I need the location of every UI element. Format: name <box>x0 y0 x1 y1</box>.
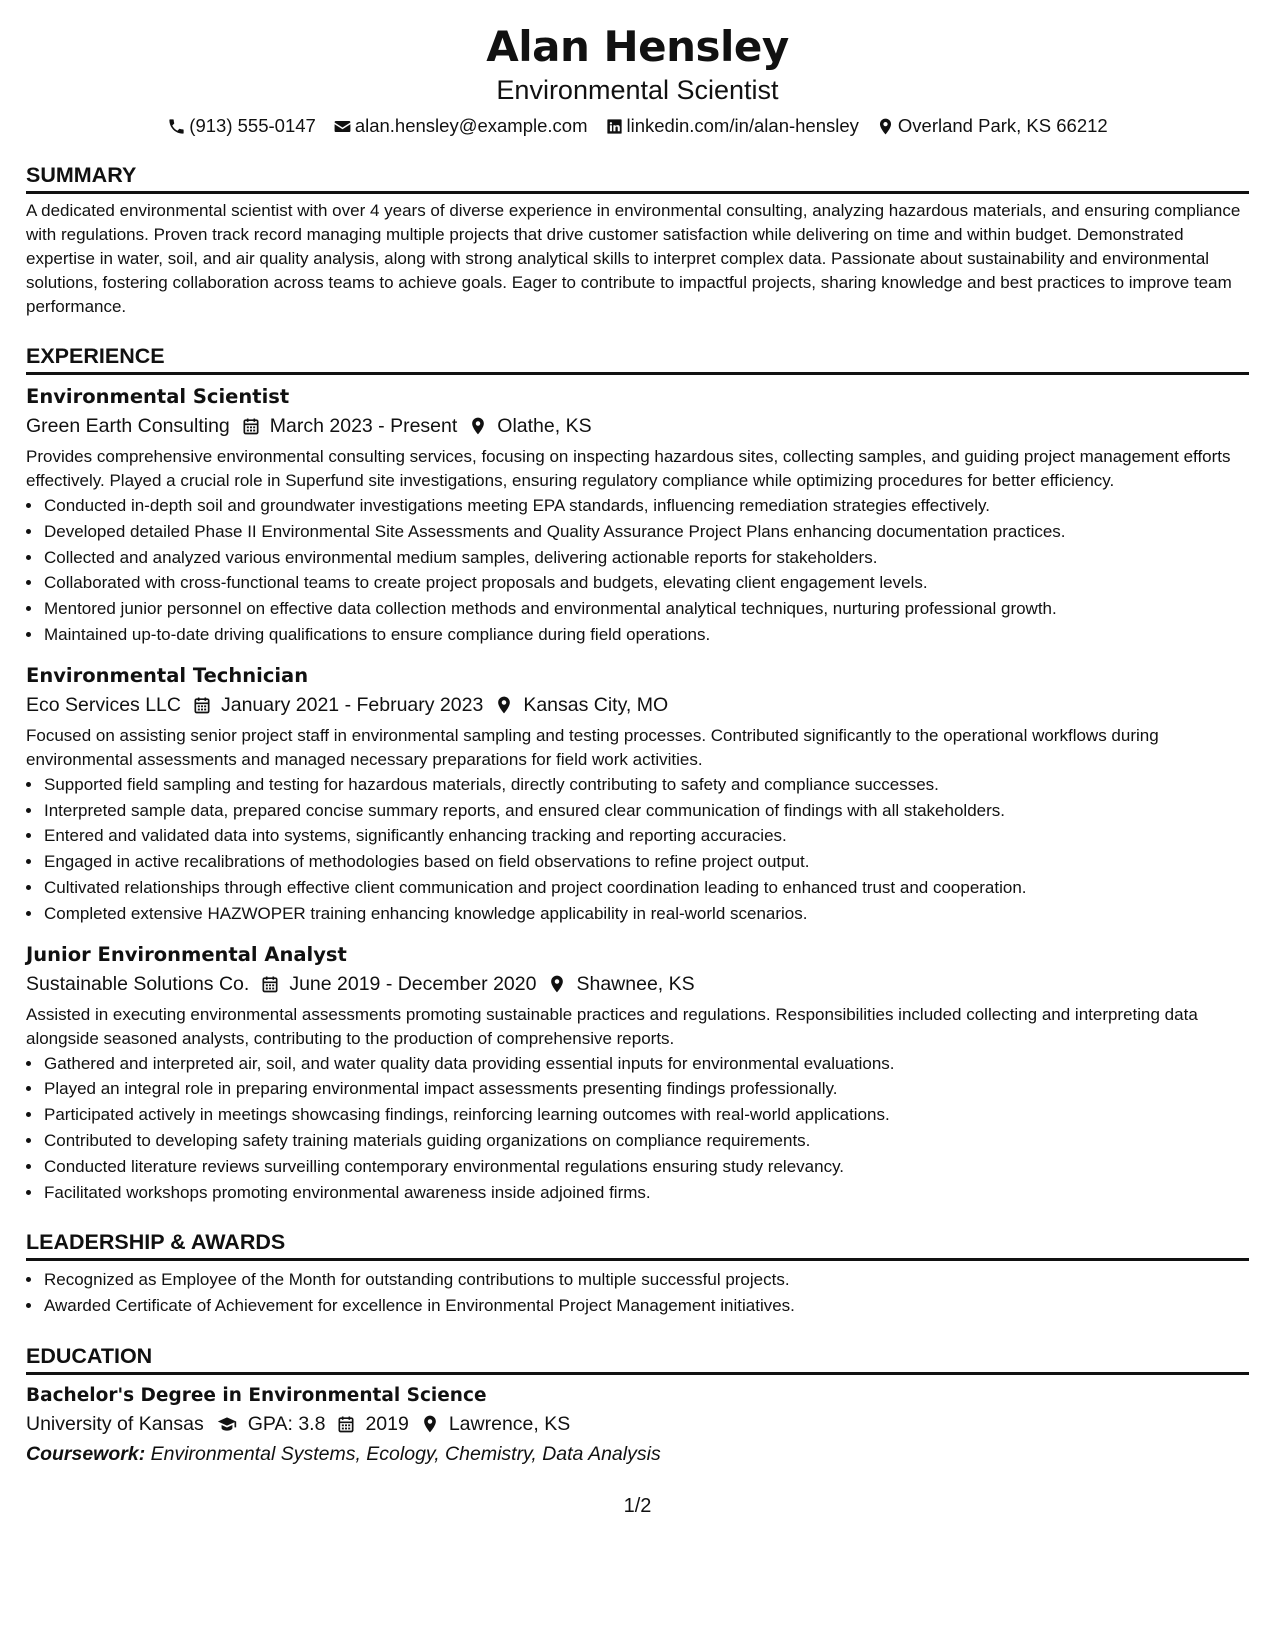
coursework-list: Environmental Systems, Ecology, Chemistry, Data Analysis <box>150 1442 661 1465</box>
job-description: Provides comprehensive environmental consulting services, focusing on inspecting hazardous sites, collecting samples, and guiding project management efforts effectively. Played a crucial role in Superfund site investigations, ensuring regulatory compliance while optimizing procedures for better efficiency. <box>26 447 1231 490</box>
contact-bar <box>26 114 1249 138</box>
list-item: • Contributed to developing safety training materials guiding organizations on compliance requirements. <box>43 1128 1249 1154</box>
resume-page <box>26 0 1249 1469</box>
job-meta <box>26 690 1249 720</box>
candidate-name: Alan Hensley <box>486 22 789 71</box>
job-entry <box>26 941 1249 1206</box>
job-location: Kansas City, MO <box>523 693 669 716</box>
section-heading: EXPERIENCE <box>26 343 1249 375</box>
list-item: • Mentored junior personnel on effective data collection methods and environmental analytical techniques, nurturing professional growth. <box>43 596 1249 622</box>
map-pin-icon <box>468 416 488 436</box>
list-item: • Supported field sampling and testing for hazardous materials, directly contributing to safety and compliance successes. <box>43 772 1249 798</box>
company-name: Eco Services LLC <box>26 693 181 716</box>
school-location: Lawrence, KS <box>448 1412 571 1435</box>
list-item: • Played an integral role in preparing environmental impact assessments presenting findings professionally. <box>43 1076 1249 1102</box>
experience-section <box>26 343 1249 1205</box>
graduation-cap-icon <box>215 1414 239 1434</box>
list-item: • Collaborated with cross-functional teams to create project proposals and budgets, elevating client engagement levels. <box>43 570 1249 596</box>
contact-email[interactable] <box>333 114 588 138</box>
page-number: 1/2 <box>623 1495 652 1517</box>
list-item: • Facilitated workshops promoting environmental awareness inside adjoined firms. <box>43 1180 1249 1206</box>
job-meta <box>26 969 1249 999</box>
summary-text: A dedicated environmental scientist with over 4 years of diverse experience in environmental consulting, analyzing hazardous materials, and ensuring compliance with regulations. Proven track record managing multiple projects that drive customer satisfaction while delivering on time and within budget. Demonstrated expertise in water, soil, and air quality analysis, along with strong analytical skills to interpret complex data. Passionate about sustainability and environmental solutions, fostering collaboration across teams to achieve goals. Eager to contribute to impactful projects, sharing knowledge and best practices to improve team performance. <box>26 201 1241 316</box>
summary-section <box>26 162 1249 319</box>
calendar-icon <box>336 1414 356 1434</box>
company-name: Green Earth Consulting <box>26 415 230 437</box>
map-pin-icon <box>420 1414 440 1434</box>
job-description: Assisted in executing environmental assessments promoting sustainable practices and regulations. Responsibilities included collecting and interpreting data alongside seasoned analysts, contributing to the production of comprehensive reports. <box>26 1004 1198 1048</box>
section-heading: EDUCATION <box>26 1343 1249 1375</box>
contact-location <box>876 114 1108 138</box>
section-heading: LEADERSHIP & AWARDS <box>26 1229 1249 1261</box>
list-item: • Interpreted sample data, prepared concise summary reports, and ensured clear communication of findings with all stakeholders. <box>43 798 1249 824</box>
section-heading: SUMMARY <box>26 162 1249 194</box>
linkedin-text: linkedin.com/in/alan-hensley <box>626 115 859 136</box>
list-item: • Developed detailed Phase II Environmental Site Assessments and Quality Assurance Project Plans enhancing documentation practices. <box>43 519 1249 545</box>
list-item: • Engaged in active recalibrations of methodologies based on field observations to refine project output. <box>43 849 1249 875</box>
contact-linkedin[interactable] <box>605 114 859 138</box>
job-entry <box>26 383 1249 648</box>
job-role: Junior Environmental Analyst <box>26 942 347 966</box>
phone-text: (913) 555-0147 <box>189 115 316 136</box>
calendar-icon <box>260 974 280 994</box>
job-bullets <box>26 493 1249 648</box>
candidate-title: Environmental Scientist <box>496 75 779 105</box>
school-name: University of Kansas <box>26 1412 204 1435</box>
job-role: Environmental Technician <box>26 663 309 687</box>
contact-phone[interactable] <box>167 114 316 138</box>
map-pin-icon <box>876 117 895 136</box>
list-item: • Completed extensive HAZWOPER training enhancing knowledge applicability in real-world scenarios. <box>43 901 1249 927</box>
list-item: • Conducted literature reviews surveilling contemporary environmental regulations ensuring study relevancy. <box>43 1154 1249 1180</box>
job-meta <box>26 411 1249 441</box>
list-item: • Maintained up-to-date driving qualifications to ensure compliance during field operations. <box>43 622 1249 648</box>
list-item: • Entered and validated data into systems, significantly enhancing tracking and reporting accuracies. <box>43 823 1249 849</box>
location-text: Overland Park, KS 66212 <box>897 115 1108 136</box>
job-dates: March 2023 - Present <box>269 415 458 437</box>
coursework-label: Coursework: <box>26 1442 146 1465</box>
job-bullets <box>26 772 1249 927</box>
leadership-section <box>26 1229 1249 1319</box>
list-item: • Recognized as Employee of the Month for outstanding contributions to multiple successful projects. <box>43 1267 1249 1293</box>
gpa-text: GPA: 3.8 <box>247 1412 326 1435</box>
job-location: Shawnee, KS <box>576 972 695 995</box>
calendar-icon <box>241 416 261 436</box>
resume-header <box>26 0 1249 138</box>
job-role: Environmental Scientist <box>26 385 290 408</box>
job-location: Olathe, KS <box>497 415 592 437</box>
list-item: • Conducted in-depth soil and groundwater investigations meeting EPA standards, influencing remediation strategies effectively. <box>43 493 1249 519</box>
phone-icon <box>167 117 186 136</box>
degree-title: Bachelor's Degree in Environmental Science <box>26 1384 487 1406</box>
job-dates: January 2021 - February 2023 <box>220 693 484 716</box>
education-meta <box>26 1409 1249 1439</box>
list-item: • Gathered and interpreted air, soil, and water quality data providing essential inputs for environmental evaluations. <box>43 1051 1249 1077</box>
job-entry <box>26 662 1249 927</box>
job-bullets <box>26 1051 1249 1206</box>
education-section <box>26 1343 1249 1469</box>
list-item: • Awarded Certificate of Achievement for excellence in Environmental Project Management initiatives. <box>43 1293 1249 1319</box>
graduation-year: 2019 <box>365 1412 409 1435</box>
job-description: Focused on assisting senior project staff in environmental sampling and testing processes. Contributed significantly to the operational workflows during environmental assessments and managed necessary preparations for field work activities. <box>26 725 1159 769</box>
linkedin-icon <box>605 117 624 136</box>
map-pin-icon <box>494 695 514 715</box>
list-item: • Collected and analyzed various environmental medium samples, delivering actionable reports for stakeholders. <box>43 545 1249 571</box>
job-dates: June 2019 - December 2020 <box>289 972 537 995</box>
calendar-icon <box>192 695 212 715</box>
coursework-line <box>26 1439 1249 1469</box>
company-name: Sustainable Solutions Co. <box>26 972 250 995</box>
envelope-icon <box>333 117 352 136</box>
awards-list <box>26 1267 1249 1319</box>
list-item: • Cultivated relationships through effective client communication and project coordination leading to enhanced trust and cooperation. <box>43 875 1249 901</box>
email-text: alan.hensley@example.com <box>354 115 588 136</box>
map-pin-icon <box>547 974 567 994</box>
list-item: • Participated actively in meetings showcasing findings, reinforcing learning outcomes with real-world applications. <box>43 1102 1249 1128</box>
